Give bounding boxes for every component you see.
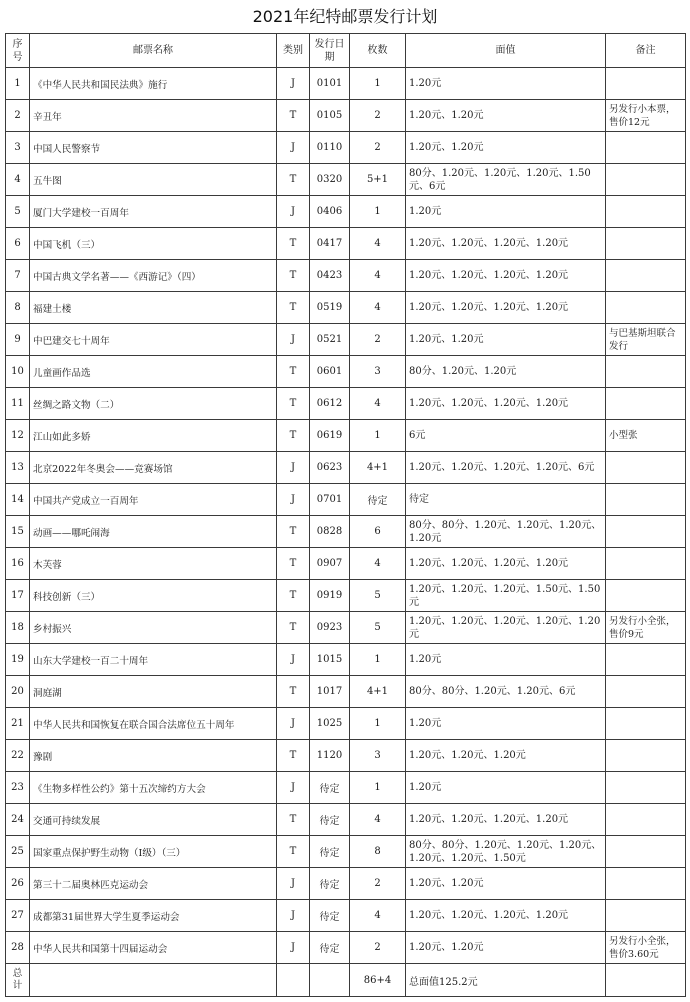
stamp-type: J [277, 452, 310, 484]
header-name: 邮票名称 [30, 34, 277, 68]
stamp-name: 第三十二届奥林匹克运动会 [30, 868, 277, 900]
face-value: 1.20元 [406, 772, 606, 804]
issue-date: 1120 [310, 740, 350, 772]
issue-date: 0907 [310, 548, 350, 580]
stamp-type: T [277, 420, 310, 452]
stamp-count: 4 [350, 900, 406, 932]
face-value: 1.20元、1.20元 [406, 132, 606, 164]
stamp-type: J [277, 932, 310, 964]
remark [606, 868, 686, 900]
stamp-count: 1 [350, 708, 406, 740]
stamp-type: J [277, 708, 310, 740]
table-row [6, 420, 686, 452]
stamp-type: J [277, 324, 310, 356]
stamp-count: 1 [350, 196, 406, 228]
table-row [6, 932, 686, 964]
remark [606, 516, 686, 548]
face-value: 80分、80分、1.20元、1.20元、1.20元、1.20元、1.20元、1.50元 [406, 836, 606, 868]
table-row [6, 132, 686, 164]
stamp-type: T [277, 612, 310, 644]
face-value: 1.20元、1.20元、1.20元、1.20元 [406, 548, 606, 580]
stamp-type: T [277, 516, 310, 548]
issue-date: 0612 [310, 388, 350, 420]
issue-date: 0105 [310, 100, 350, 132]
remark [606, 228, 686, 260]
total-row [6, 964, 686, 997]
stamp-name: 木芙蓉 [30, 548, 277, 580]
issue-date: 0521 [310, 324, 350, 356]
total-count: 86+4 [350, 964, 406, 997]
remark: 另发行小本票，售价12元 [606, 100, 686, 132]
stamp-name: 辛丑年 [30, 100, 277, 132]
issue-date: 0519 [310, 292, 350, 324]
table-row [6, 740, 686, 772]
table-row [6, 644, 686, 676]
face-value: 80分、80分、1.20元、1.20元、1.20元、1.20元 [406, 516, 606, 548]
issue-date: 0423 [310, 260, 350, 292]
stamp-count: 4 [350, 292, 406, 324]
stamp-name: 儿童画作品选 [30, 356, 277, 388]
row-number: 9 [6, 324, 30, 356]
stamp-name: 中国人民警察节 [30, 132, 277, 164]
issue-date: 0406 [310, 196, 350, 228]
table-row [6, 452, 686, 484]
total-date-cell [310, 964, 350, 997]
remark [606, 708, 686, 740]
remark [606, 132, 686, 164]
remark [606, 164, 686, 196]
row-number: 1 [6, 68, 30, 100]
stamp-name: 《中华人民共和国民法典》施行 [30, 68, 277, 100]
stamp-type: T [277, 228, 310, 260]
face-value: 1.20元、1.20元、1.20元、1.20元 [406, 900, 606, 932]
issue-date: 1015 [310, 644, 350, 676]
table-row [6, 260, 686, 292]
issue-date: 0619 [310, 420, 350, 452]
stamp-count: 3 [350, 740, 406, 772]
stamp-type: J [277, 132, 310, 164]
stamp-count: 4 [350, 228, 406, 260]
remark [606, 68, 686, 100]
face-value: 1.20元、1.20元、1.20元、1.20元 [406, 228, 606, 260]
stamp-name: 洞庭湖 [30, 676, 277, 708]
row-number: 18 [6, 612, 30, 644]
stamp-count: 3 [350, 356, 406, 388]
stamp-name: 北京2022年冬奥会——竞赛场馆 [30, 452, 277, 484]
table-row [6, 772, 686, 804]
issue-date: 0919 [310, 580, 350, 612]
table-row [6, 100, 686, 132]
remark [606, 196, 686, 228]
stamp-name: 福建土楼 [30, 292, 277, 324]
table-row [6, 676, 686, 708]
stamp-count: 4 [350, 804, 406, 836]
stamp-name: 交通可持续发展 [30, 804, 277, 836]
stamp-count: 2 [350, 868, 406, 900]
table-row [6, 228, 686, 260]
stamp-type: J [277, 644, 310, 676]
face-value: 1.20元、1.20元 [406, 868, 606, 900]
stamp-count: 1 [350, 644, 406, 676]
row-number: 10 [6, 356, 30, 388]
row-number: 15 [6, 516, 30, 548]
stamp-name: 国家重点保护野生动物（I级）（三） [30, 836, 277, 868]
issue-date: 待定 [310, 868, 350, 900]
face-value: 1.20元、1.20元、1.20元 [406, 740, 606, 772]
face-value: 1.20元、1.20元、1.20元、1.50元、1.50元 [406, 580, 606, 612]
remark [606, 548, 686, 580]
stamp-type: J [277, 772, 310, 804]
table-row [6, 356, 686, 388]
remark [606, 772, 686, 804]
issue-date: 0701 [310, 484, 350, 516]
stamp-type: T [277, 548, 310, 580]
stamp-name: 厦门大学建校一百周年 [30, 196, 277, 228]
stamp-type: T [277, 580, 310, 612]
table-row [6, 548, 686, 580]
stamp-name: 中国共产党成立一百周年 [30, 484, 277, 516]
header-type: 类别 [277, 34, 310, 68]
row-number: 14 [6, 484, 30, 516]
face-value: 1.20元、1.20元、1.20元、1.20元、6元 [406, 452, 606, 484]
row-number: 28 [6, 932, 30, 964]
header-note: 备注 [606, 34, 686, 68]
issue-date: 0417 [310, 228, 350, 260]
stamp-name: 丝绸之路文物（二） [30, 388, 277, 420]
remark [606, 484, 686, 516]
stamp-count: 5+1 [350, 164, 406, 196]
row-number: 5 [6, 196, 30, 228]
table-row [6, 580, 686, 612]
table-body [6, 68, 686, 964]
face-value: 待定 [406, 484, 606, 516]
stamp-count: 待定 [350, 484, 406, 516]
remark [606, 388, 686, 420]
stamp-name: 动画——哪吒闹海 [30, 516, 277, 548]
face-value: 1.20元、1.20元 [406, 100, 606, 132]
header-no: 序号 [6, 34, 30, 68]
face-value: 1.20元、1.20元、1.20元、1.20元、1.20元 [406, 612, 606, 644]
table-row [6, 836, 686, 868]
face-value: 1.20元 [406, 644, 606, 676]
stamp-name: 中国古典文学名著——《西游记》（四） [30, 260, 277, 292]
face-value: 80分、1.20元、1.20元、1.20元、1.50元、6元 [406, 164, 606, 196]
issue-date: 待定 [310, 900, 350, 932]
total-name-cell [30, 964, 277, 997]
stamp-count: 2 [350, 324, 406, 356]
row-number: 6 [6, 228, 30, 260]
table-row [6, 196, 686, 228]
issue-date: 0828 [310, 516, 350, 548]
total-label: 总计 [6, 964, 30, 997]
table-row [6, 68, 686, 100]
face-value: 1.20元、1.20元 [406, 324, 606, 356]
remark [606, 804, 686, 836]
issue-date: 0110 [310, 132, 350, 164]
row-number: 21 [6, 708, 30, 740]
stamp-name: 科技创新（三） [30, 580, 277, 612]
table-row [6, 164, 686, 196]
face-value: 1.20元、1.20元、1.20元、1.20元 [406, 804, 606, 836]
row-number: 16 [6, 548, 30, 580]
face-value: 1.20元 [406, 196, 606, 228]
stamp-name: 乡村振兴 [30, 612, 277, 644]
stamp-name: 中巴建交七十周年 [30, 324, 277, 356]
stamp-count: 4 [350, 260, 406, 292]
table-row [6, 900, 686, 932]
stamp-name: 豫剧 [30, 740, 277, 772]
stamp-count: 2 [350, 100, 406, 132]
table-header-row [6, 34, 686, 68]
remark [606, 900, 686, 932]
issue-date: 待定 [310, 836, 350, 868]
remark [606, 676, 686, 708]
face-value: 6元 [406, 420, 606, 452]
stamp-name: 山东大学建校一百二十周年 [30, 644, 277, 676]
stamp-type: T [277, 388, 310, 420]
remark: 小型张 [606, 420, 686, 452]
stamp-count: 1 [350, 772, 406, 804]
remark [606, 260, 686, 292]
remark [606, 292, 686, 324]
stamp-count: 8 [350, 836, 406, 868]
stamp-name: 五牛图 [30, 164, 277, 196]
issue-date: 0923 [310, 612, 350, 644]
issue-date: 待定 [310, 804, 350, 836]
stamp-name: 中华人民共和国恢复在联合国合法席位五十周年 [30, 708, 277, 740]
stamp-count: 1 [350, 68, 406, 100]
remark: 另发行小全张，售价3.60元 [606, 932, 686, 964]
total-note-cell [606, 964, 686, 997]
table-row [6, 804, 686, 836]
row-number: 13 [6, 452, 30, 484]
row-number: 19 [6, 644, 30, 676]
issue-date: 0623 [310, 452, 350, 484]
table-row [6, 292, 686, 324]
table-row [6, 708, 686, 740]
stamp-count: 2 [350, 132, 406, 164]
row-number: 23 [6, 772, 30, 804]
row-number: 27 [6, 900, 30, 932]
stamp-name: 《生物多样性公约》第十五次缔约方大会 [30, 772, 277, 804]
table-row [6, 516, 686, 548]
table-row [6, 484, 686, 516]
total-type-cell [277, 964, 310, 997]
stamp-count: 6 [350, 516, 406, 548]
header-date: 发行日期 [310, 34, 350, 68]
stamp-type: T [277, 676, 310, 708]
remark: 另发行小全张，售价9元 [606, 612, 686, 644]
face-value: 1.20元、1.20元、1.20元、1.20元 [406, 260, 606, 292]
row-number: 25 [6, 836, 30, 868]
header-count: 枚数 [350, 34, 406, 68]
remark [606, 644, 686, 676]
stamp-count: 1 [350, 420, 406, 452]
row-number: 11 [6, 388, 30, 420]
stamp-count: 4 [350, 548, 406, 580]
stamp-type: T [277, 740, 310, 772]
face-value: 1.20元、1.20元、1.20元、1.20元 [406, 292, 606, 324]
table-row [6, 324, 686, 356]
face-value: 1.20元、1.20元 [406, 932, 606, 964]
issue-date: 0601 [310, 356, 350, 388]
stamp-count: 4+1 [350, 676, 406, 708]
stamp-type: T [277, 100, 310, 132]
stamp-type: T [277, 292, 310, 324]
stamp-count: 5 [350, 580, 406, 612]
stamp-name: 江山如此多娇 [30, 420, 277, 452]
row-number: 2 [6, 100, 30, 132]
issue-date: 1025 [310, 708, 350, 740]
remark [606, 740, 686, 772]
face-value: 1.20元、1.20元、1.20元、1.20元 [406, 388, 606, 420]
stamp-type: T [277, 836, 310, 868]
remark [606, 836, 686, 868]
row-number: 3 [6, 132, 30, 164]
remark [606, 452, 686, 484]
row-number: 8 [6, 292, 30, 324]
remark [606, 356, 686, 388]
issue-date: 待定 [310, 932, 350, 964]
remark [606, 580, 686, 612]
face-value: 1.20元 [406, 708, 606, 740]
stamp-type: T [277, 356, 310, 388]
stamp-type: T [277, 260, 310, 292]
remark: 与巴基斯坦联合发行 [606, 324, 686, 356]
table-row [6, 388, 686, 420]
stamp-name: 成都第31届世界大学生夏季运动会 [30, 900, 277, 932]
row-number: 17 [6, 580, 30, 612]
face-value: 1.20元 [406, 68, 606, 100]
face-value: 80分、80分、1.20元、1.20元、6元 [406, 676, 606, 708]
row-number: 7 [6, 260, 30, 292]
stamp-count: 5 [350, 612, 406, 644]
stamp-type: T [277, 164, 310, 196]
issue-date: 待定 [310, 772, 350, 804]
stamp-name: 中华人民共和国第十四届运动会 [30, 932, 277, 964]
stamp-type: J [277, 196, 310, 228]
stamp-name: 中国飞机（三） [30, 228, 277, 260]
issue-date: 0320 [310, 164, 350, 196]
table-row [6, 868, 686, 900]
header-face: 面值 [406, 34, 606, 68]
stamp-type: J [277, 900, 310, 932]
row-number: 24 [6, 804, 30, 836]
row-number: 12 [6, 420, 30, 452]
face-value: 80分、1.20元、1.20元 [406, 356, 606, 388]
issue-date: 0101 [310, 68, 350, 100]
row-number: 4 [6, 164, 30, 196]
total-face: 总面值125.2元 [406, 964, 606, 997]
row-number: 22 [6, 740, 30, 772]
stamp-type: J [277, 868, 310, 900]
stamp-count: 4 [350, 388, 406, 420]
row-number: 20 [6, 676, 30, 708]
stamp-type: J [277, 484, 310, 516]
page-title: 2021年纪特邮票发行计划 [252, 7, 438, 26]
table-row [6, 612, 686, 644]
stamp-type: J [277, 68, 310, 100]
stamp-count: 2 [350, 932, 406, 964]
stamp-plan-table [5, 33, 686, 997]
issue-date: 1017 [310, 676, 350, 708]
stamp-count: 4+1 [350, 452, 406, 484]
stamp-type: T [277, 804, 310, 836]
row-number: 26 [6, 868, 30, 900]
